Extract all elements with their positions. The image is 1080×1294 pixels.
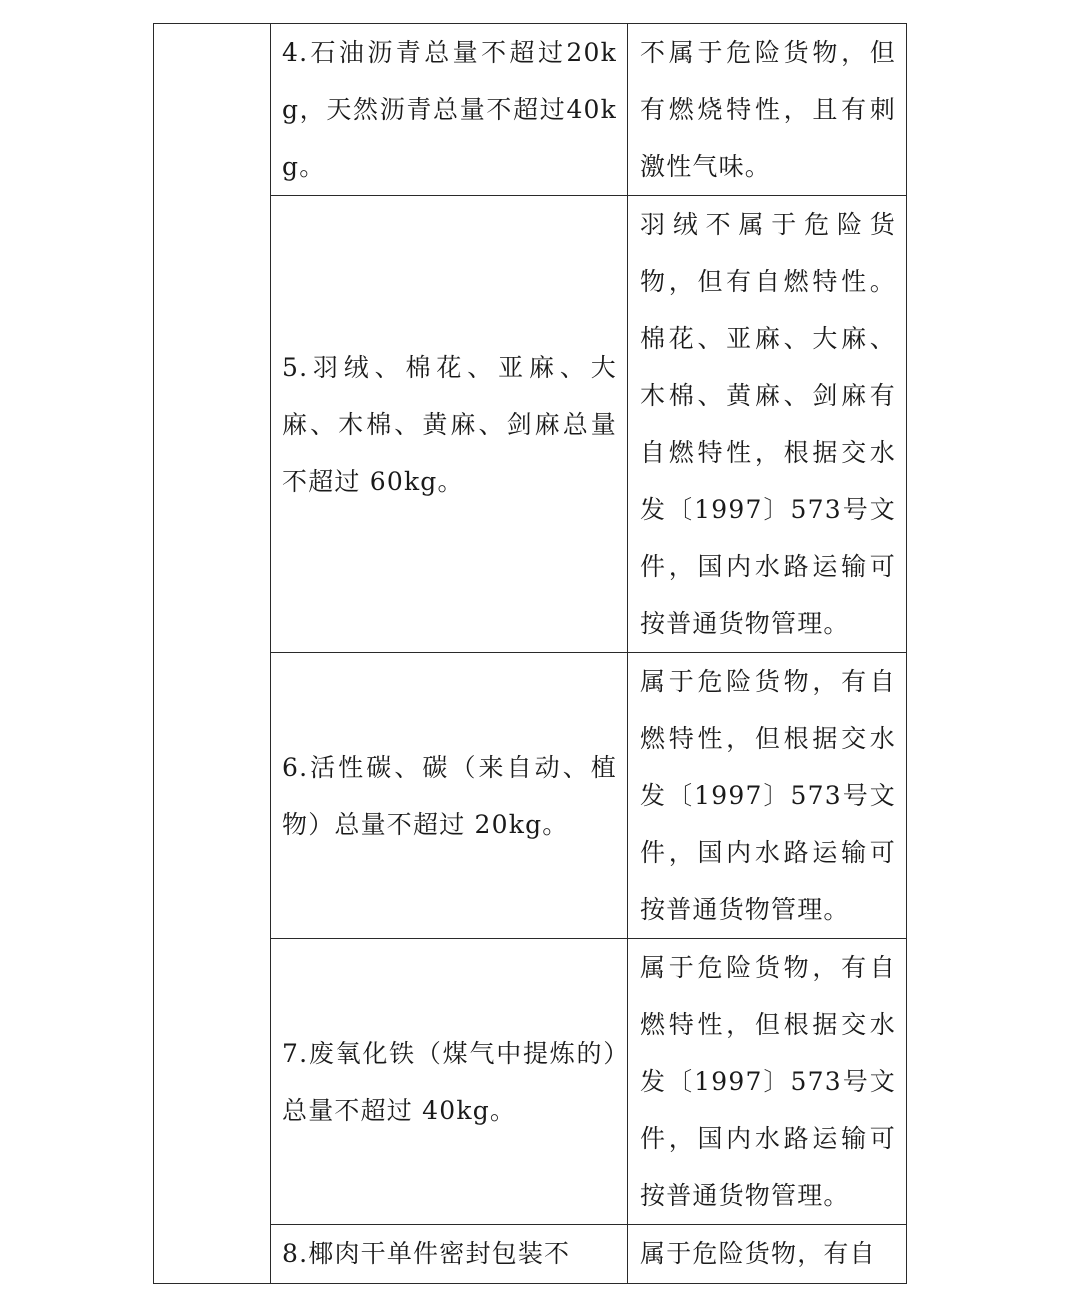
note-cell	[628, 24, 907, 196]
note-cell	[628, 1225, 907, 1284]
note-cell	[628, 939, 907, 1225]
condition-cell	[271, 24, 628, 196]
condition-cell	[271, 939, 628, 1225]
note-text: 属于危险货物，有自燃特性，但根据交水发〔1997〕573号文件，国内水路运输可按普通货物管理。	[640, 667, 896, 924]
condition-text: 6.活性碳、碳（来自动、植物）总量不超过 20kg。	[282, 752, 617, 839]
table-row	[154, 24, 907, 196]
note-cell	[628, 196, 907, 653]
condition-text: 5.羽绒、棉花、亚麻、大麻、木棉、黄麻、剑麻总量不超过 60kg。	[282, 352, 617, 496]
category-cell-blank	[154, 24, 271, 1284]
condition-text: 4.石油沥青总量不超过20kg，天然沥青总量不超过40kg。	[282, 38, 617, 181]
regulation-table	[153, 23, 907, 1284]
note-text: 羽绒不属于危险货物，但有自燃特性。棉花、亚麻、大麻、木棉、黄麻、剑麻有自燃特性，根据交水发〔1997〕573号文件，国内水路运输可按普通货物管理。	[640, 210, 896, 638]
note-text: 不属于危险货物，但有燃烧特性，且有刺激性气味。	[640, 38, 896, 181]
condition-cell	[271, 1225, 628, 1284]
note-text: 属于危险货物，有自	[640, 1239, 876, 1268]
note-text: 属于危险货物，有自燃特性，但根据交水发〔1997〕573号文件，国内水路运输可按普通货物管理。	[640, 953, 896, 1210]
note-cell	[628, 653, 907, 939]
condition-text: 8.椰肉干单件密封包装不	[282, 1239, 571, 1268]
condition-cell	[271, 653, 628, 939]
condition-cell	[271, 196, 628, 653]
condition-text: 7.废氧化铁（煤气中提炼的）总量不超过 40kg。	[282, 1038, 617, 1125]
